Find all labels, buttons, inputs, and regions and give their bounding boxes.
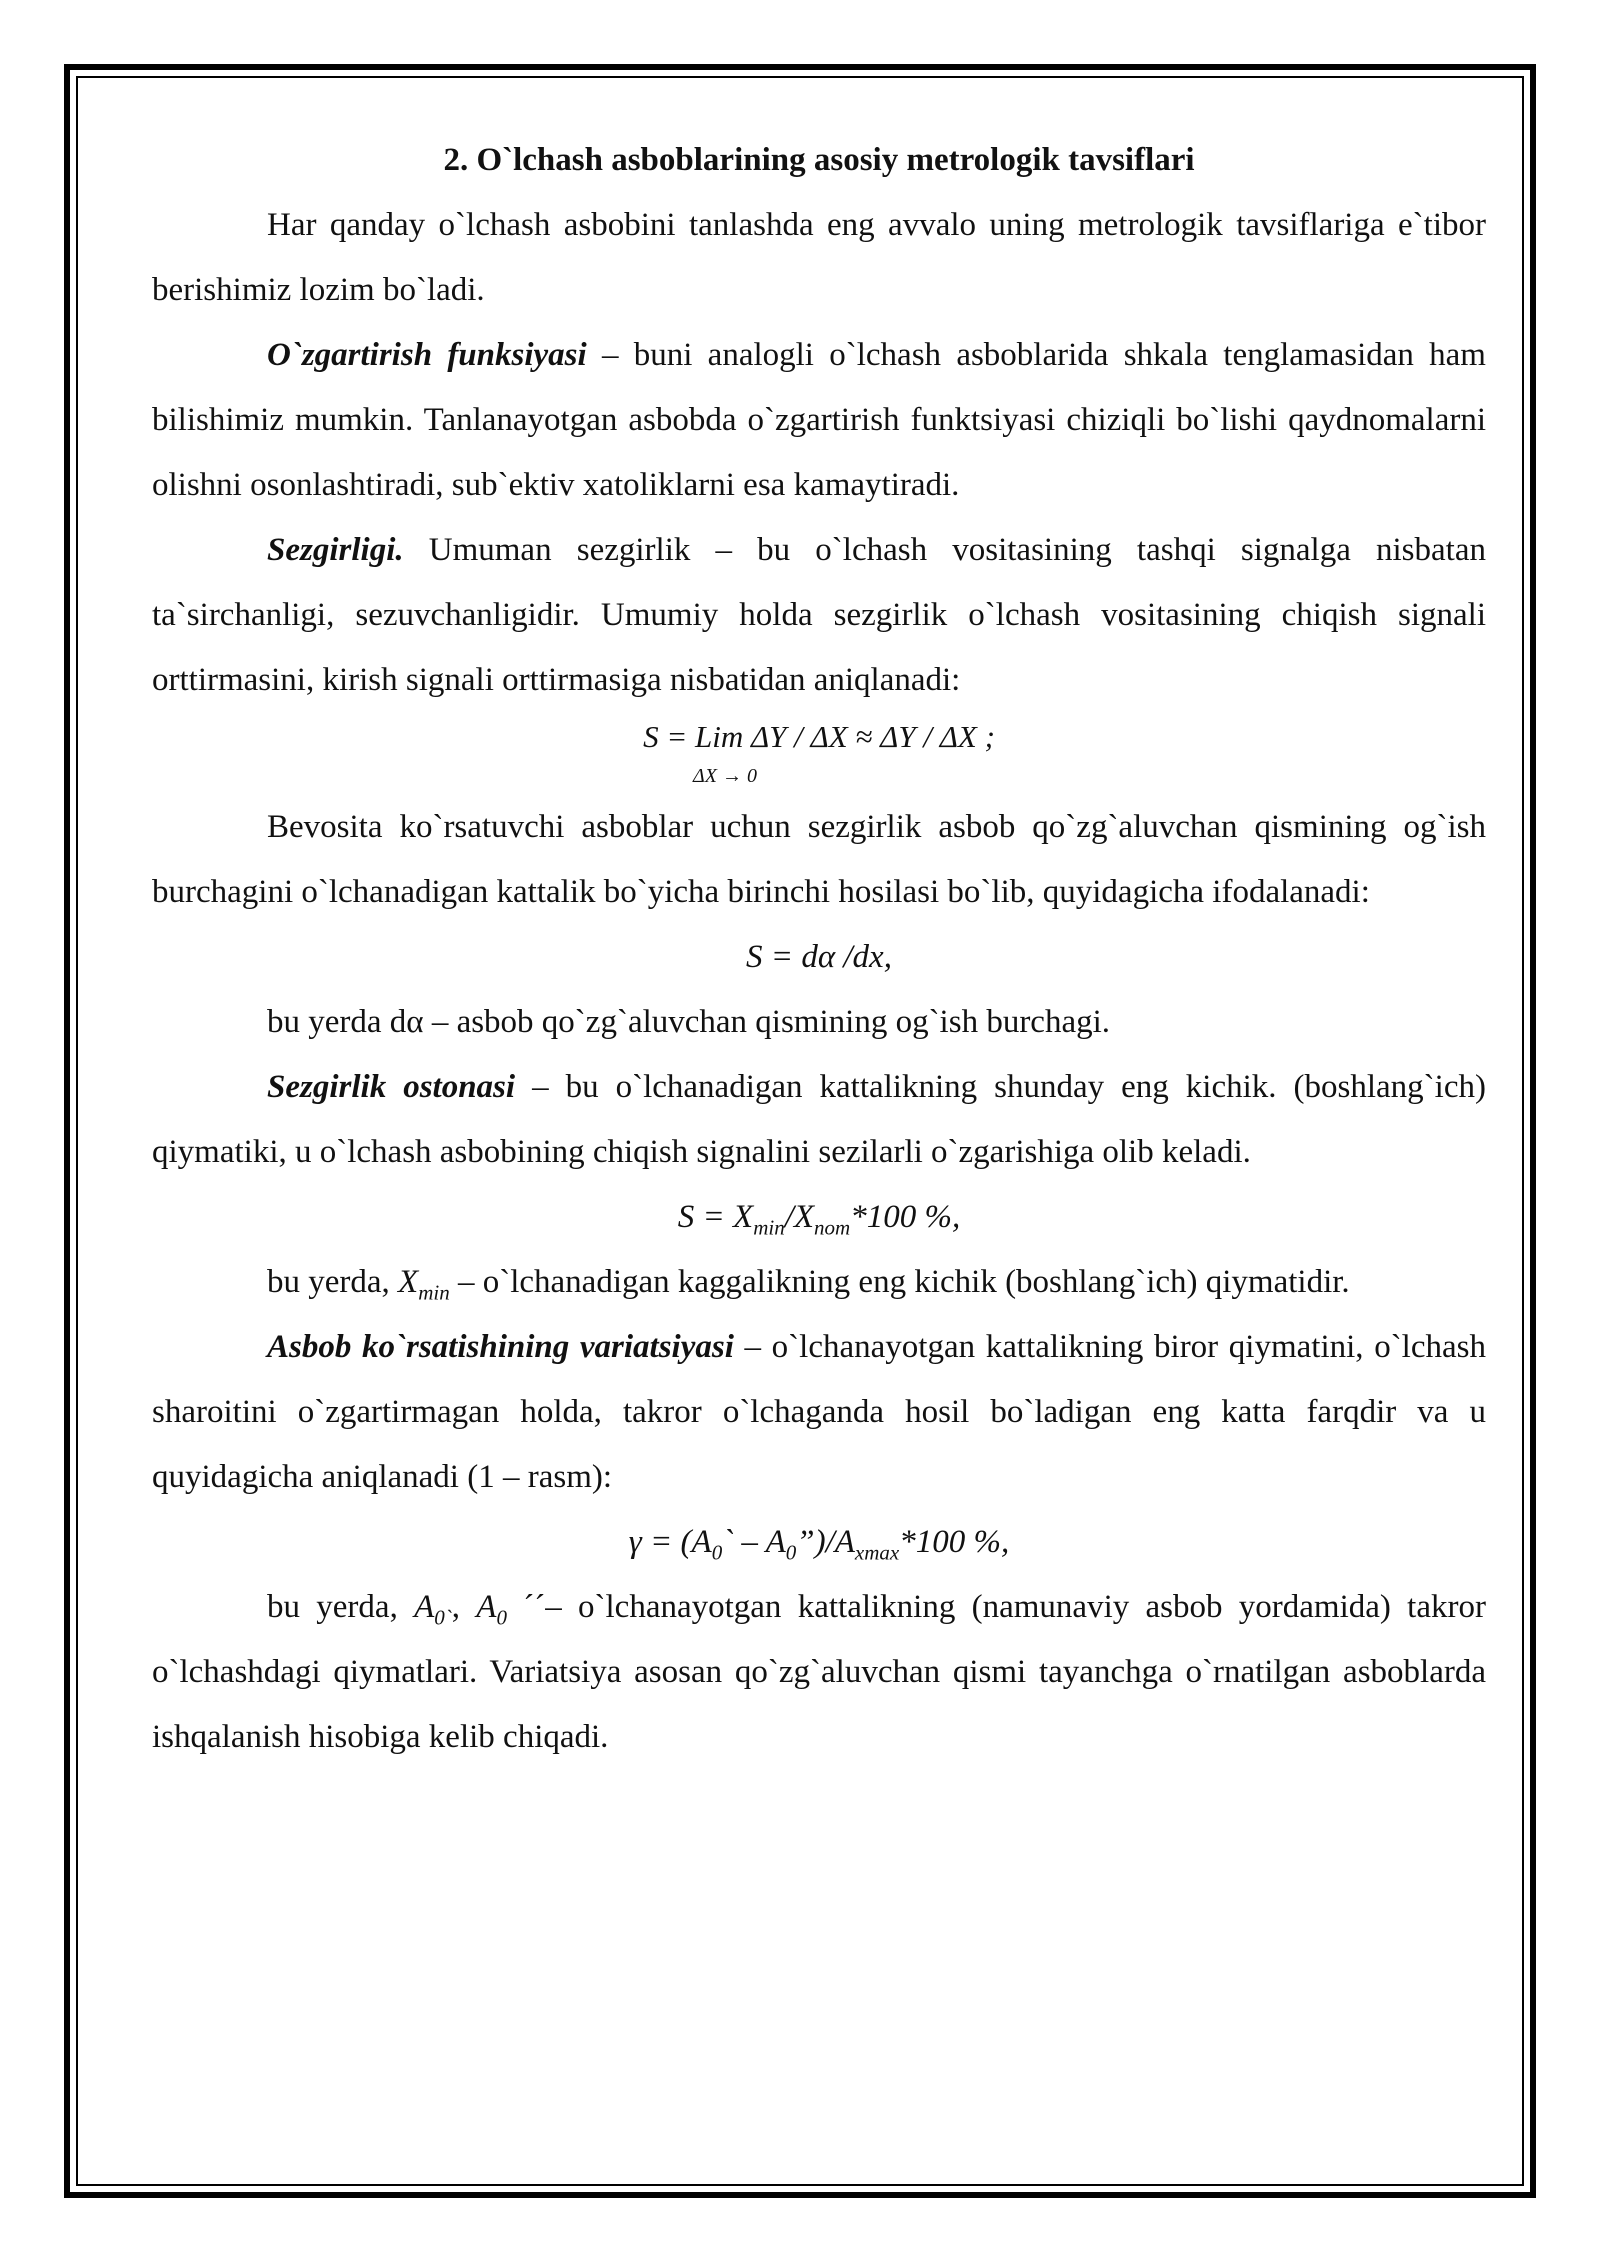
symbol-subscript: 0` [434, 1605, 452, 1630]
paragraph-text: bu yerda, [267, 1589, 415, 1625]
formula-limit-subscript: ΔX → 0 [693, 765, 757, 787]
formula-part: S = X [677, 1199, 754, 1235]
formula-sensitivity-limit [152, 713, 1486, 795]
symbol-prime: ´´ [506, 1589, 546, 1625]
formula-subscript: nom [814, 1215, 851, 1240]
formula-part: *100 %, [850, 1199, 961, 1235]
formula-subscript: xmax [854, 1540, 900, 1565]
paragraph-where-a0 [152, 1575, 1486, 1770]
formula-part: γ = (A [628, 1524, 712, 1560]
formula-subscript: 0 [711, 1540, 723, 1565]
formula-threshold [152, 1185, 1486, 1250]
paragraph-text: – o`lchanayotgan kattalikning biror qiymatini, o`lchash sharoitini o`zgartirmagan holda, takror o`lchaganda hosil bo`ladigan eng katta farqdir va u quyidagicha aniqlanadi (1 – rasm): [152, 1329, 1486, 1495]
paragraph-text: Umuman sezgirlik – bu o`lchash vositasining tashqi signalga nisbatan ta`sirchanligi, sezuvchanligidir. Umumiy holda sezgirlik o`lchash vositasining chiqish signali orttirmasini, kirish signali orttirmasiga nisbatidan aniqlanadi: [152, 532, 1486, 698]
paragraph-text: bu yerda, [267, 1264, 399, 1300]
formula-part: *100 %, [899, 1524, 1010, 1560]
section-title: 2. O`lchash asboblarining asosiy metrologik tavsiflari [443, 142, 1195, 178]
paragraph-variation [152, 1315, 1486, 1510]
symbol-subscript: min [418, 1280, 450, 1305]
term-sensitivity: Sezgirligi. [267, 532, 404, 568]
paragraph-where-xmin [152, 1250, 1486, 1315]
paragraph-threshold [152, 1055, 1486, 1185]
paragraph-direct-reading: Bevosita ko`rsatuvchi asboblar uchun sezgirlik asbob qo`zg`aluvchan qismining og`ish burchagini o`lchanadigan kattalik bo`yicha birinchi hosilasi bo`lib, quyidagicha ifodalanadi: [152, 809, 1486, 910]
term-conversion-function: O`zgartirish funksiyasi [267, 337, 587, 373]
paragraph-conversion-function [152, 323, 1486, 518]
formula-part: ”)/A [796, 1524, 855, 1560]
paragraph-text: – buni analogli o`lchash asboblarida shkala tenglamasidan ham bilishimiz mumkin. Tanlanayotgan asbobda o`zgartirish funktsiyasi chiziqli bo`lishi qaydnomalarni olishni osonlashtiradi, sub`ektiv xatoliklarni esa kamaytiradi. [152, 337, 1486, 503]
symbol: A [414, 1589, 435, 1625]
formula-part: /X [784, 1199, 815, 1235]
formula-subscript: min [753, 1215, 785, 1240]
paragraph-intro: Har qanday o`lchash asbobini tanlashda eng avvalo uning metrologik tavsiflariga e`tibor berishimiz lozim bo`ladi. [152, 207, 1486, 308]
formula-main: S = Lim ΔY / ΔX ≈ ΔY / ΔX ; [643, 719, 995, 754]
term-threshold: Sezgirlik ostonasi [267, 1069, 516, 1105]
symbol: A [476, 1589, 497, 1625]
paragraph-text: , [451, 1589, 477, 1625]
formula-variation [152, 1510, 1486, 1575]
formula-part: ` – A [722, 1524, 786, 1560]
symbol-subscript: 0 [496, 1605, 507, 1630]
document-body [152, 128, 1486, 1770]
formula-derivative: S = dα /dx, [746, 939, 892, 975]
paragraph-text: – o`lchanadigan kaggalikning eng kichik (boshlang`ich) qiymatidir. [449, 1264, 1350, 1300]
paragraph-sensitivity [152, 518, 1486, 713]
paragraph-text: – o`lchanayotgan kattalikning (namunaviy asbob yordamida) takror o`lchashdagi qiymatlari. Variatsiya asosan qo`zg`aluvchan qismi tayanchga o`rnatilgan asboblarda ishqalanish hisobiga kelib chiqadi. [152, 1589, 1486, 1755]
paragraph-text: – bu o`lchanadigan kattalikning shunday eng kichik. (boshlang`ich) qiymatiki, u o`lchash asbobining chiqish signalini sezilarli o`zgarishiga olib keladi. [152, 1069, 1486, 1170]
term-variation: Asbob ko`rsatishining variatsiyasi [267, 1329, 734, 1365]
symbol: X [398, 1264, 419, 1300]
formula-subscript: 0 [785, 1540, 797, 1565]
paragraph-where-alpha: bu yerda dα – asbob qo`zg`aluvchan qismining og`ish burchagi. [267, 1004, 1111, 1040]
